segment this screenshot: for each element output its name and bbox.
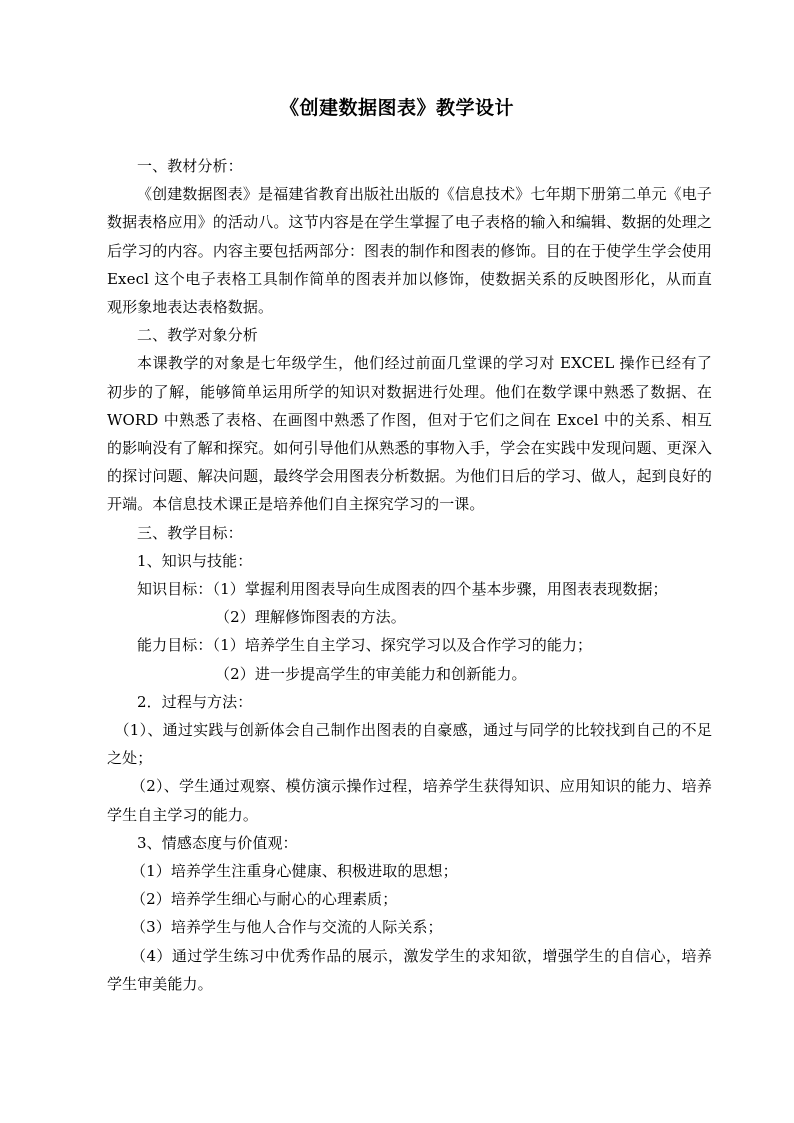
ability-goal-2: （2）进一步提高学生的审美能力和创新能力。 xyxy=(215,664,527,683)
subheading-emotion-values: 3、情感态度与价值观： xyxy=(137,833,298,852)
knowledge-goal-2: （2）理解修饰图表的方法。 xyxy=(215,608,406,627)
process-item-2: （2）、学生通过观察、模仿演示操作过程，培养学生获得知识、应用知识的能力、培养学生自主学习的能力。 xyxy=(107,777,712,824)
emotion-item-4: （4）通过学生练习中优秀作品的展示，激发学生的求知欲，增强学生的自信心，培养学生审美能力。 xyxy=(107,946,712,993)
document-title: 《创建数据图表》教学设计 xyxy=(279,97,514,119)
section-heading-teaching-goals: 三、教学目标： xyxy=(137,523,243,542)
ability-goal-1: 能力目标：（1）培养学生自主学习、探究学习以及合作学习的能力； xyxy=(137,636,593,655)
document-body xyxy=(107,152,712,998)
emotion-item-1: （1）培养学生注重身心健康、积极进取的思想； xyxy=(131,862,458,881)
paragraph-textbook-analysis: 《创建数据图表》是福建省教育出版社出版的《信息技术》七年期下册第二单元《电子数据表格应用》的活动八。这节内容是在学生掌握了电子表格的输入和编辑、数据的处理之后学习的内容。内容主要包括两部分：图表的制作和图表的修饰。目的在于使学生学会使用 Execl 这个电子表格工具制作简单的图表并加以修饰，使数据关系的反映图形化，从而直观形象地表达表格数据。 xyxy=(107,185,712,317)
process-item-1: （1）、通过实践与创新体会自己制作出图表的自豪感，通过与同学的比较找到自己的不足之处； xyxy=(107,721,712,768)
subheading-process-methods: 2．过程与方法： xyxy=(137,692,253,711)
subheading-knowledge-skills: 1、知识与技能： xyxy=(137,551,253,570)
section-heading-student-analysis: 二、教学对象分析 xyxy=(137,326,258,345)
section-heading-textbook-analysis: 一、教材分析： xyxy=(137,157,243,175)
emotion-item-3: （3）培养学生与他人合作与交流的人际关系； xyxy=(131,918,443,937)
emotion-item-2: （2）培养学生细心与耐心的心理素质； xyxy=(131,890,398,909)
knowledge-goal-1: 知识目标：（1）掌握利用图表导向生成图表的四个基本步骤，用图表表现数据； xyxy=(137,580,668,599)
paragraph-student-analysis: 本课教学的对象是七年级学生，他们经过前面几堂课的学习对 EXCEL 操作已经有了初步的了解，能够简单运用所学的知识对数据进行处理。他们在数学课中熟悉了数据、在 WORD 中熟悉了表格、在画图中熟悉了作图，但对于它们之间在 Excel 中的关系、相互的影响没有了解和探究。如何引导他们从熟悉的事物入手，学会在实践中发现问题、更深入的探讨问题、解决问题，最终学会用图表分析数据。为他们日后的学习、做人，起到良好的开端。本信息技术课正是培养他们自主探究学习的一课。 xyxy=(107,354,712,514)
